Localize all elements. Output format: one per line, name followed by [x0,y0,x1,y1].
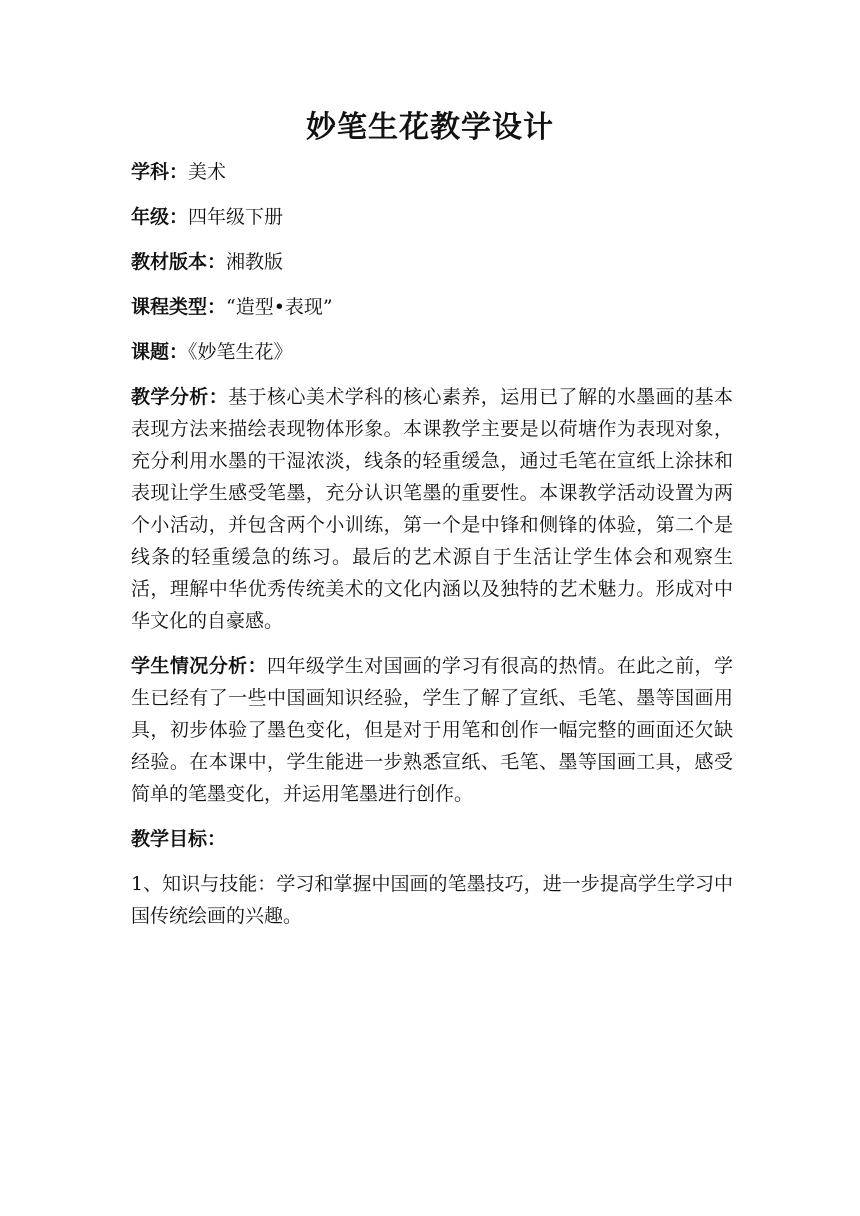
teaching-analysis-label: 教学分析： [131,386,229,408]
field-label: 学科： [131,161,189,183]
objective-item: 1、知识与技能：学习和掌握中国画的笔墨技巧，进一步提高学生学习中国传统绘画的兴趣。 [131,873,733,927]
document-body [131,156,733,932]
student-analysis-label: 学生情况分析： [131,655,268,677]
field-course-type [131,291,733,323]
field-label: 年级： [131,206,189,228]
teaching-analysis-paragraph [131,381,733,637]
field-subject [131,156,733,188]
teaching-analysis-text: 基于核心美术学科的核心素养，运用已了解的水墨画的基本表现方法来描绘表现物体形象。本课教学主要是以荷塘作为表现对象，充分利用水墨的干湿浓淡，线条的轻重缓急，通过毛笔在宣纸上涂抹和表现让学生感受笔墨，充分认识笔墨的重要性。本课教学活动设置为两个小活动，并包含两个小训练，第一个是中锋和侧锋的体验，第二个是线条的轻重缓急的练习。最后的艺术源自于生活让学生体会和观察生活，理解中华优秀传统美术的文化内涵以及独特的艺术魅力。形成对中华文化的自豪感。 [131,386,733,632]
field-label: 课题： [131,341,189,363]
field-value: 《妙笔生花》 [188,341,293,363]
field-value: 四年级下册 [188,206,284,228]
field-value: “造型•表现” [226,296,333,318]
student-analysis-text: 四年级学生对国画的学习有很高的热情。在此之前，学生已经有了一些中国画知识经验，学生了解了宣纸、毛笔、墨等国画用具，初步体验了墨色变化，但是对于用笔和创作一幅完整的画面还欠缺经验。在本课中，学生能进一步熟悉宣纸、毛笔、墨等国画工具，感受简单的笔墨变化，并运用笔墨进行创作。 [131,655,733,805]
field-textbook-edition [131,246,733,278]
field-value: 美术 [188,161,227,183]
field-label: 教材版本： [131,251,227,273]
field-grade [131,201,733,233]
document-title: 妙笔生花教学设计 [306,110,554,145]
objectives-heading: 教学目标： [131,828,227,850]
field-lesson-topic [131,336,733,368]
field-value: 湘教版 [226,251,284,273]
field-label: 课程类型： [131,296,227,318]
student-analysis-paragraph [131,650,733,810]
